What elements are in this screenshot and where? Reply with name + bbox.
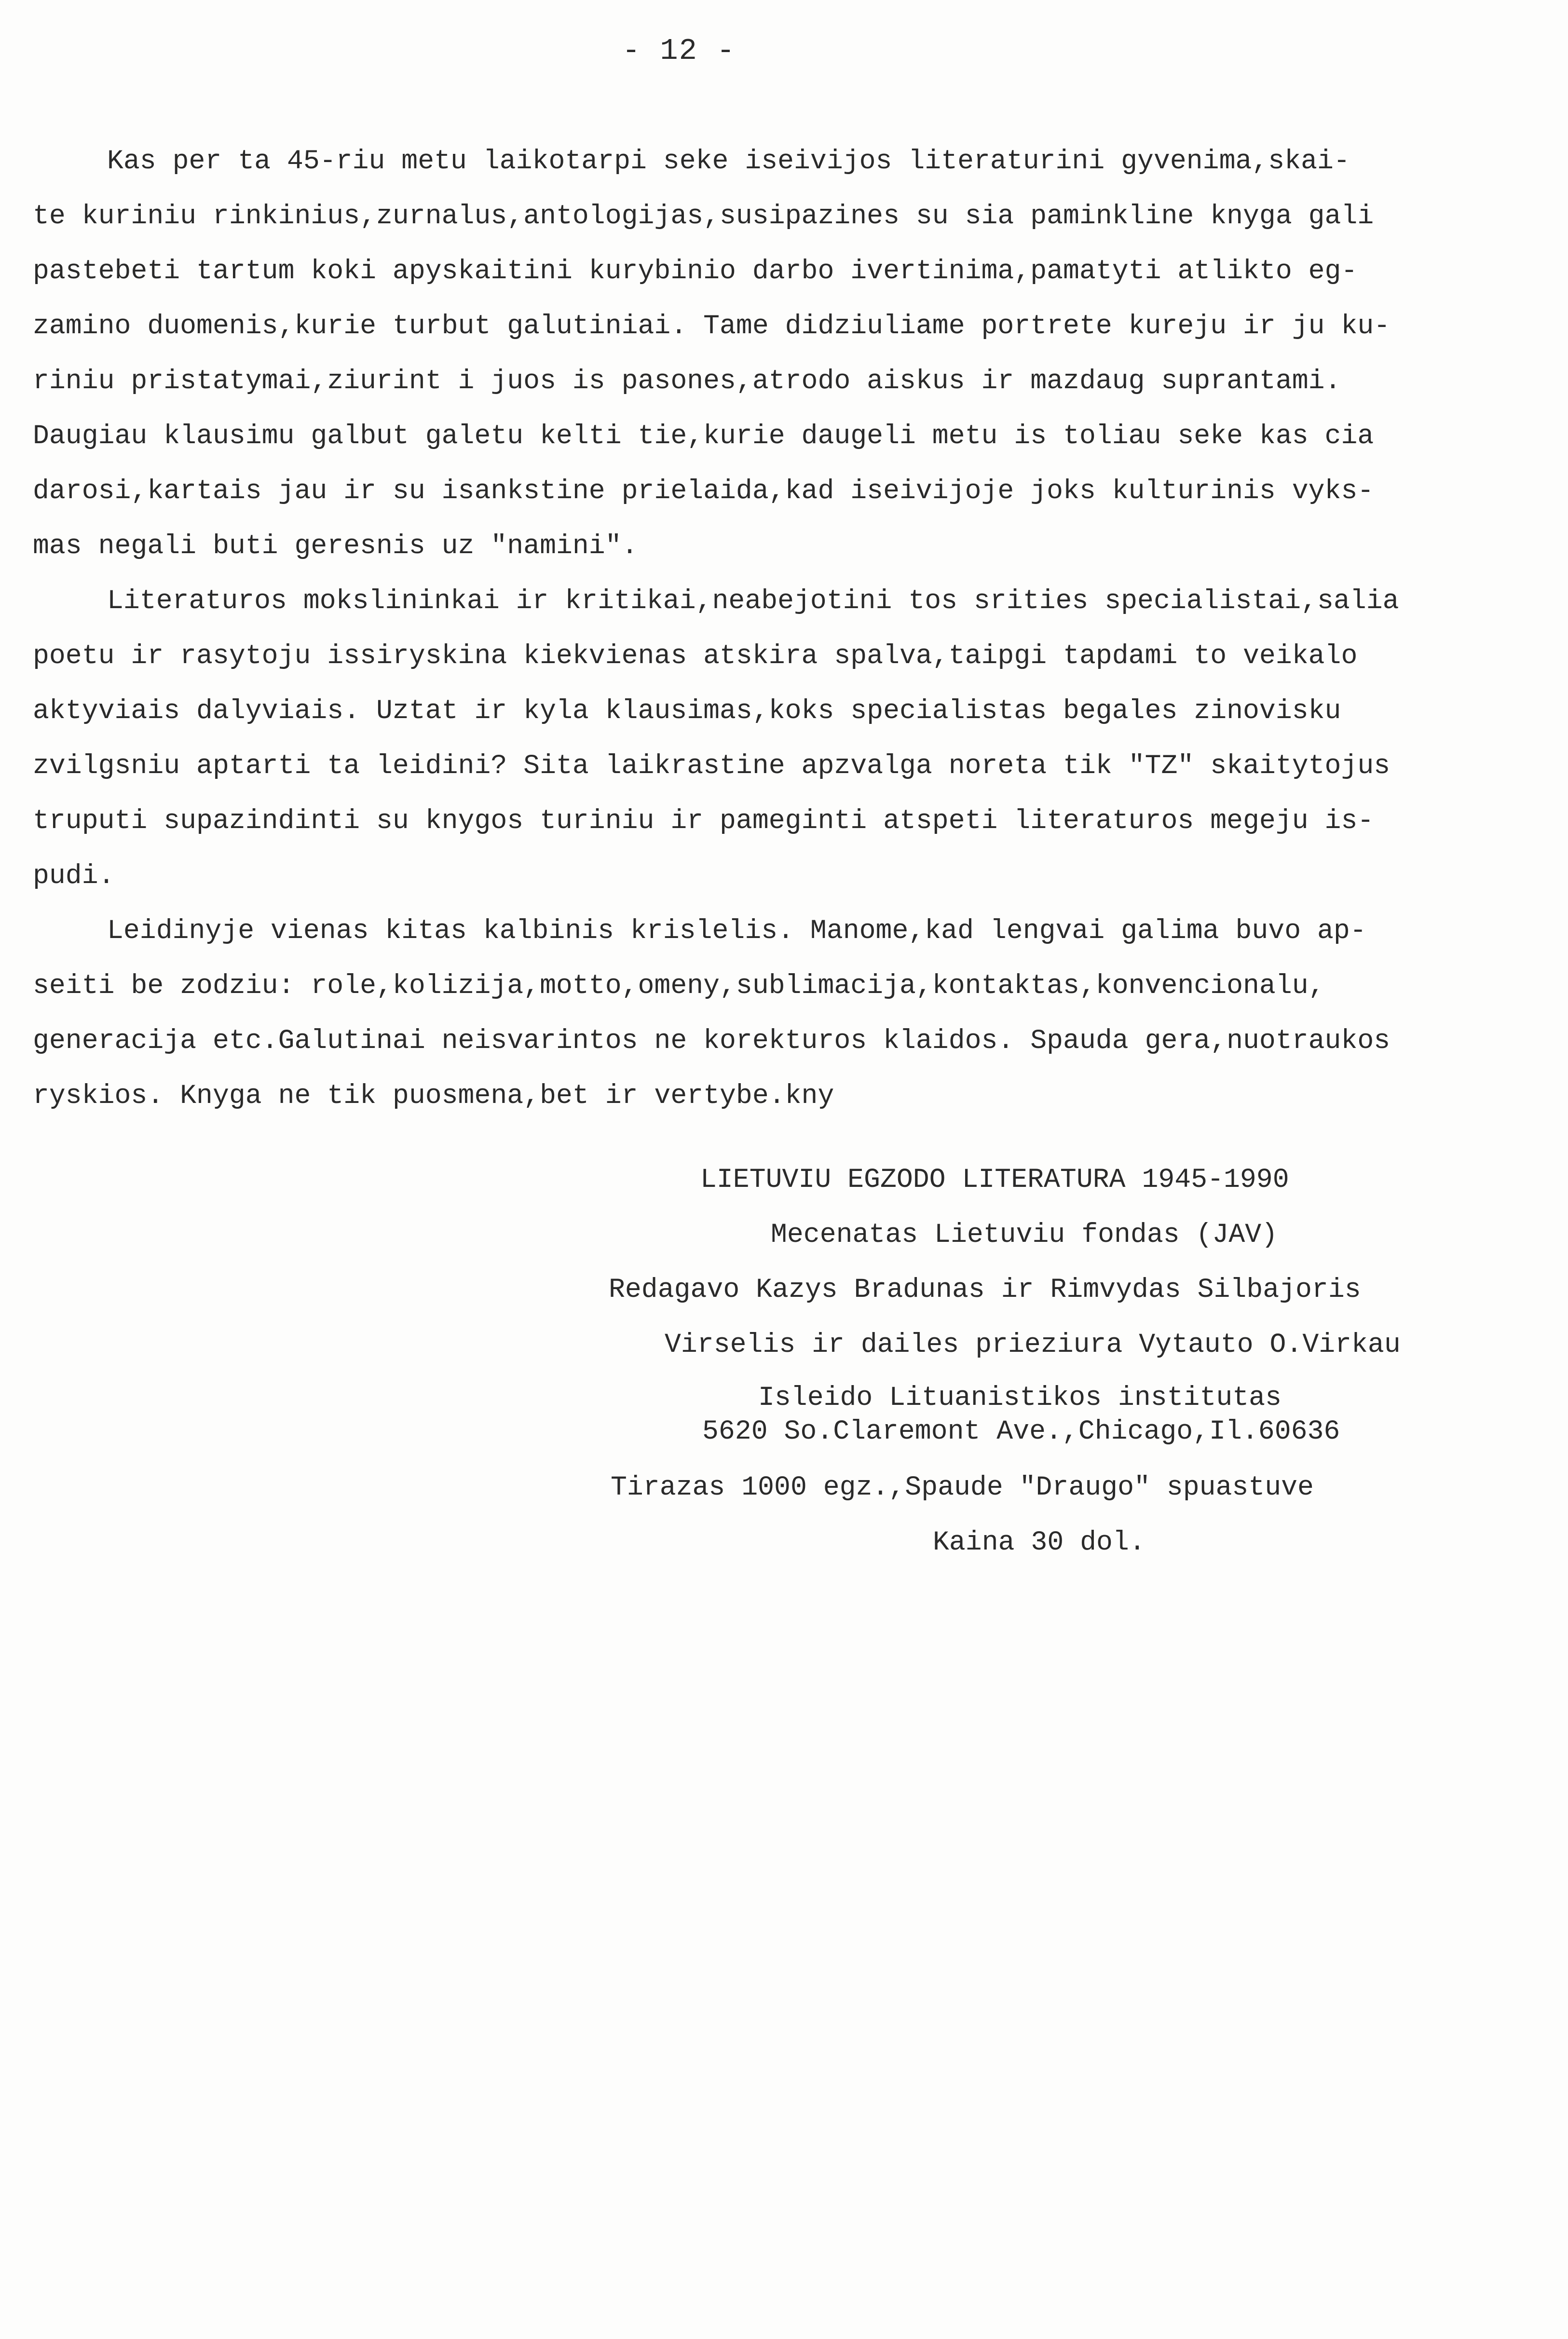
paragraph-2-line-4: zvilgsniu aptarti ta leidini? Sita laikrastine apzvalga noreta tik "TZ" skaitytojus bbox=[33, 750, 1391, 781]
paragraph-3-line-2: seiti be zodziu: role,kolizija,motto,omeny,sublimacija,kontaktas,konvencionalu, bbox=[33, 970, 1325, 1001]
paragraph-2-line-5: truputi supazindinti su knygos turiniu ir pameginti atspeti literaturos megeju is- bbox=[33, 805, 1374, 836]
paragraph-3-line-3: generacija etc.Galutinai neisvarintos ne korekturos klaidos. Spauda gera,nuotraukos bbox=[33, 1025, 1391, 1056]
paragraph-1-line-2: te kuriniu rinkinius,zurnalus,antologijas,susipazines su sia paminkline knyga gali bbox=[33, 201, 1374, 231]
paragraph-1-line-3: pastebeti tartum koki apyskaitini kurybinio darbo ivertinima,pamatyti atlikto eg- bbox=[33, 256, 1358, 286]
paragraph-2-line-2: poetu ir rasytoju issiryskina kiekvienas atskira spalva,taipgi tapdami to veikalo bbox=[33, 640, 1358, 671]
paragraph-1-line-5: riniu pristatymai,ziurint i juos is pasones,atrodo aiskus ir mazdaug suprantami. bbox=[33, 366, 1341, 396]
imprint-sponsor: Mecenatas Lietuviu fondas (JAV) bbox=[771, 1219, 1278, 1250]
page-number: - 12 - bbox=[622, 34, 736, 68]
paragraph-3-line-4: ryskios. Knyga ne tik puosmena,bet ir vertybe.kny bbox=[33, 1080, 834, 1111]
paragraph-2-line-3: aktyviais dalyviais. Uztat ir kyla klausimas,koks specialistas begales zinovisku bbox=[33, 695, 1341, 726]
paragraph-1-line-1: Kas per ta 45-riu metu laikotarpi seke iseivijos literaturini gyvenima,skai- bbox=[107, 146, 1350, 177]
imprint-editors: Redagavo Kazys Bradunas ir Rimvydas Silbajoris bbox=[609, 1274, 1361, 1305]
imprint-printing: Tirazas 1000 egz.,Spaude "Draugo" spuastuve bbox=[611, 1472, 1314, 1503]
paragraph-1-line-8: mas negali buti geresnis uz "namini". bbox=[33, 530, 638, 561]
imprint-cover: Virselis ir dailes prieziura Vytauto O.Virkau bbox=[665, 1329, 1401, 1360]
paragraph-1-line-6: Daugiau klausimu galbut galetu kelti tie,kurie daugeli metu is toliau seke kas cia bbox=[33, 421, 1374, 451]
paragraph-1-line-7: darosi,kartais jau ir su isankstine prielaida,kad iseivijoje joks kulturinis vyks- bbox=[33, 476, 1374, 506]
imprint-price: Kaina 30 dol. bbox=[933, 1527, 1145, 1558]
paragraph-2-line-1: Literaturos mokslininkai ir kritikai,neabejotini tos srities specialistai,salia bbox=[107, 585, 1399, 616]
imprint-address: 5620 So.Claremont Ave.,Chicago,Il.60636 bbox=[702, 1416, 1340, 1447]
paragraph-2-line-6: pudi. bbox=[33, 860, 115, 891]
imprint-title: LIETUVIU EGZODO LITERATURA 1945-1990 bbox=[700, 1164, 1289, 1195]
imprint-publisher: Isleido Lituanistikos institutas bbox=[758, 1382, 1282, 1413]
paragraph-3-line-1: Leidinyje vienas kitas kalbinis krislelis. Manome,kad lengvai galima buvo ap- bbox=[107, 915, 1366, 946]
paragraph-1-line-4: zamino duomenis,kurie turbut galutiniai. Tame didziuliame portrete kureju ir ju ku- bbox=[33, 311, 1391, 341]
